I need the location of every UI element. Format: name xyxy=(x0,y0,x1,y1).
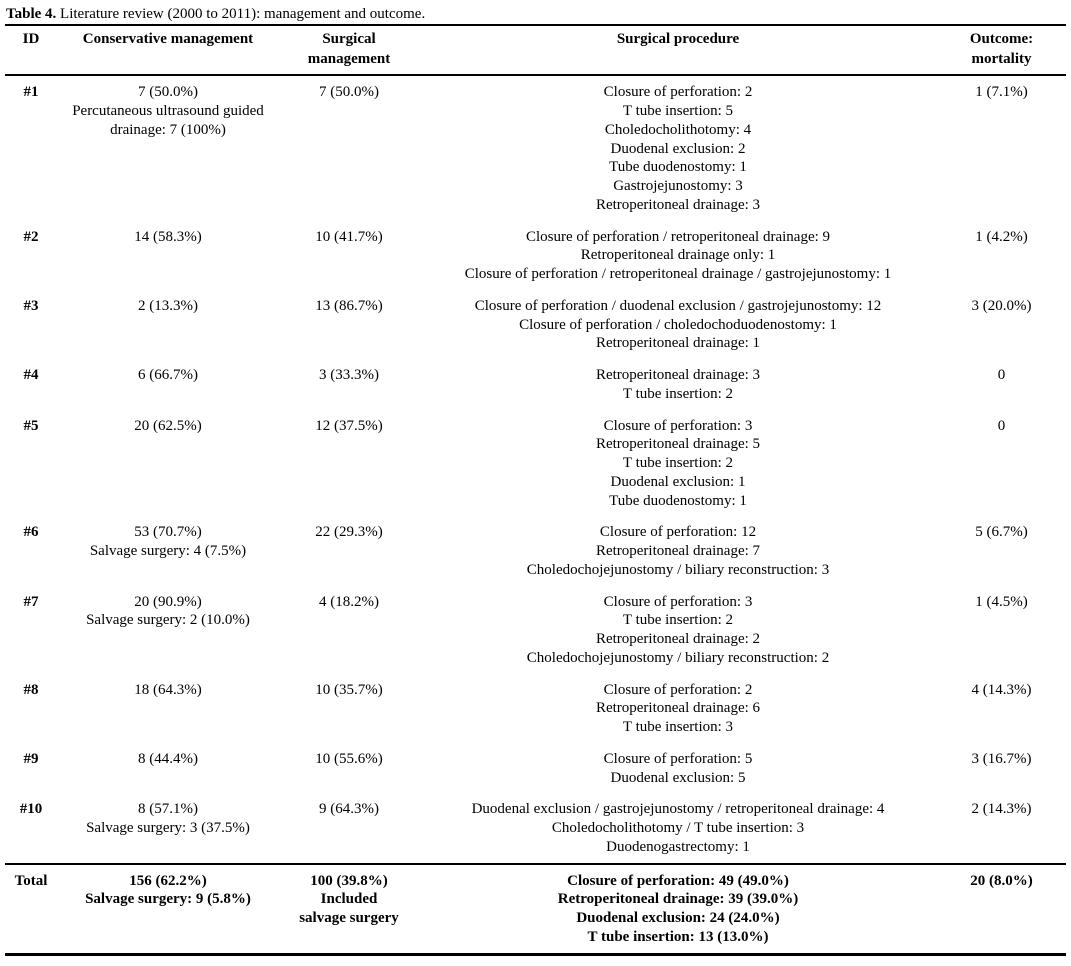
cell-line: Retroperitoneal drainage: 39 (39.0%) xyxy=(557,891,799,908)
cell-surgical-procedure xyxy=(419,290,937,359)
cell-line: Choledocholithotomy / T tube insertion: 3 xyxy=(551,820,805,836)
cell-line: Retroperitoneal drainage: 1 xyxy=(595,335,761,352)
cell-line: Closure of perforation: 2 xyxy=(603,681,753,698)
cell-surgical-procedure xyxy=(419,864,937,955)
cell-surgical-procedure xyxy=(419,516,937,585)
cell-line: Retroperitoneal drainage only: 1 xyxy=(580,247,776,264)
cell-line: Duodenal exclusion / gastrojejunostomy / retroperitoneal drainage: 4 xyxy=(471,801,885,818)
cell-line: 156 (62.2%) xyxy=(129,872,207,889)
table-header xyxy=(5,25,1066,75)
cell-outcome-mortality xyxy=(937,410,1066,517)
cell-surgical-procedure xyxy=(419,743,937,794)
cell-conservative-management xyxy=(57,75,279,220)
table-row-total xyxy=(5,864,1066,955)
cell-surgical-management xyxy=(279,516,419,585)
header-surgical-management: Surgical management xyxy=(279,25,419,75)
cell-line: 14 (58.3%) xyxy=(134,228,202,245)
cell-line: 13 (86.7%) xyxy=(315,297,383,314)
cell-surgical-procedure xyxy=(419,793,937,863)
cell-line: 3 (20.0%) xyxy=(971,297,1032,314)
cell-line: Retroperitoneal drainage: 6 xyxy=(595,700,761,717)
header-row xyxy=(5,25,1066,75)
cell-line: T tube insertion: 2 xyxy=(622,612,734,629)
cell-surgical-management xyxy=(279,221,419,290)
cell-line: 12 (37.5%) xyxy=(315,417,383,434)
cell-surgical-procedure xyxy=(419,410,937,517)
cell-line: T tube insertion: 3 xyxy=(622,719,734,735)
cell-line: 100 (39.8%) xyxy=(310,872,388,889)
cell-line: T tube insertion: 2 xyxy=(622,455,734,471)
cell-line: Retroperitoneal drainage: 3 xyxy=(595,367,761,383)
cell-line: 1 (4.2%) xyxy=(975,228,1028,245)
cell-surgical-procedure xyxy=(419,221,937,290)
table-row xyxy=(5,793,1066,863)
cell-line: Retroperitoneal drainage: 5 xyxy=(595,436,761,453)
cell-line: Closure of perforation: 5 xyxy=(603,750,753,767)
cell-conservative-management xyxy=(57,674,279,743)
cell-outcome-mortality xyxy=(937,674,1066,743)
cell-outcome-mortality xyxy=(937,864,1066,955)
cell-surgical-management xyxy=(279,793,419,863)
cell-line: Salvage surgery: 4 (7.5%) xyxy=(89,543,247,559)
cell-line: 3 (16.7%) xyxy=(971,750,1032,767)
cell-line: Salvage surgery: 9 (5.8%) xyxy=(85,891,251,908)
cell-line: Retroperitoneal drainage: 7 xyxy=(595,543,761,559)
cell-line: Duodenal exclusion: 24 (24.0%) xyxy=(576,910,780,926)
cell-line: 9 (64.3%) xyxy=(319,801,379,818)
table-row xyxy=(5,75,1066,220)
cell-line: 10 (55.6%) xyxy=(315,750,383,767)
cell-line: 7 (50.0%) xyxy=(138,84,198,101)
cell-line: T tube insertion: 13 (13.0%) xyxy=(587,928,769,945)
table-row xyxy=(5,743,1066,794)
header-conservative-management: Conservative management xyxy=(57,25,279,75)
cell-line: 2 (14.3%) xyxy=(971,801,1032,818)
cell-line: Salvage surgery: 2 (10.0%) xyxy=(86,612,250,629)
cell-line: Choledochojejunostomy / biliary reconstruction: 3 xyxy=(526,561,830,578)
cell-surgical-procedure xyxy=(419,75,937,220)
cell-line: Closure of perforation / choledochoduodenostomy: 1 xyxy=(519,316,837,333)
cell-surgical-management xyxy=(279,674,419,743)
cell-conservative-management xyxy=(57,290,279,359)
cell-line: 1 (7.1%) xyxy=(975,84,1028,101)
cell-id: #9 xyxy=(23,750,39,767)
cell-line: T tube insertion: 5 xyxy=(622,103,734,119)
cell-conservative-management xyxy=(57,221,279,290)
cell-line: 22 (29.3%) xyxy=(315,524,383,541)
cell-line: 4 (14.3%) xyxy=(971,681,1032,698)
cell-line: 1 (4.5%) xyxy=(975,593,1028,610)
cell-line: Duodenal exclusion: 1 xyxy=(610,473,746,490)
cell-line: 4 (18.2%) xyxy=(319,593,379,610)
table-row xyxy=(5,359,1066,410)
cell-line: Percutaneous ultrasound guided drainage: 7 (100%) xyxy=(72,103,264,138)
cell-line: Closure of perforation / retroperitoneal drainage / gastrojejunostomy: 1 xyxy=(464,266,892,282)
cell-surgical-management xyxy=(279,864,419,955)
cell-line: Closure of perforation: 2 xyxy=(603,84,753,101)
cell-id: #1 xyxy=(23,84,39,101)
cell-line: 20 (90.9%) xyxy=(134,593,202,610)
cell-line: 6 (66.7%) xyxy=(138,367,198,383)
cell-outcome-mortality xyxy=(937,743,1066,794)
cell-surgical-procedure xyxy=(419,674,937,743)
cell-line: Closure of perforation: 3 xyxy=(603,593,753,610)
cell-conservative-management xyxy=(57,793,279,863)
cell-line: Gastrojejunostomy: 3 xyxy=(613,178,743,194)
cell-line: Closure of perforation: 49 (49.0%) xyxy=(567,872,789,889)
cell-surgical-management xyxy=(279,410,419,517)
cell-conservative-management xyxy=(57,410,279,517)
header-id: ID xyxy=(5,25,57,75)
cell-surgical-management xyxy=(279,359,419,410)
cell-surgical-procedure xyxy=(419,359,937,410)
cell-line: Choledocholithotomy: 4 xyxy=(604,121,752,138)
cell-id: #2 xyxy=(23,228,39,245)
cell-outcome-mortality xyxy=(937,516,1066,585)
caption-label: Table 4. xyxy=(6,6,57,22)
table-body xyxy=(5,75,1066,954)
cell-line: Closure of perforation / retroperitoneal drainage: 9 xyxy=(525,228,831,245)
cell-line: 0 xyxy=(997,417,1006,434)
table-row xyxy=(5,516,1066,585)
caption-text: Literature review (2000 to 2011): management and outcome. xyxy=(56,6,426,22)
cell-conservative-management xyxy=(57,516,279,585)
cell-line: 5 (6.7%) xyxy=(975,524,1028,541)
cell-id: #3 xyxy=(23,297,39,314)
cell-surgical-management xyxy=(279,586,419,674)
cell-line: 53 (70.7%) xyxy=(134,524,202,541)
cell-id: #6 xyxy=(23,524,39,541)
cell-line: Closure of perforation: 3 xyxy=(603,417,753,434)
cell-line: Choledochojejunostomy / biliary reconstruction: 2 xyxy=(526,649,830,666)
cell-line: 20 (62.5%) xyxy=(134,417,202,434)
cell-id: #5 xyxy=(23,417,39,434)
cell-line: Duodenogastrectomy: 1 xyxy=(606,838,750,855)
cell-line: 18 (64.3%) xyxy=(134,681,202,698)
cell-line: Tube duodenostomy: 1 xyxy=(609,492,747,509)
cell-conservative-management xyxy=(57,743,279,794)
cell-line: Duodenal exclusion: 5 xyxy=(610,769,746,786)
table-row xyxy=(5,290,1066,359)
cell-id: #10 xyxy=(19,801,43,818)
table-row xyxy=(5,586,1066,674)
cell-conservative-management xyxy=(57,864,279,955)
header-surgical-procedure: Surgical procedure xyxy=(419,25,937,75)
cell-surgical-procedure xyxy=(419,586,937,674)
cell-line: 2 (13.3%) xyxy=(138,297,198,314)
cell-line: 8 (44.4%) xyxy=(138,750,198,767)
table-row xyxy=(5,674,1066,743)
cell-conservative-management xyxy=(57,359,279,410)
table-caption xyxy=(6,6,1066,23)
cell-line: 0 xyxy=(997,367,1006,383)
cell-line: Tube duodenostomy: 1 xyxy=(609,159,747,176)
cell-line: Retroperitoneal drainage: 2 xyxy=(595,631,761,647)
cell-outcome-mortality xyxy=(937,359,1066,410)
cell-outcome-mortality xyxy=(937,793,1066,863)
cell-line: Closure of perforation: 12 xyxy=(599,524,757,541)
cell-outcome-mortality xyxy=(937,586,1066,674)
cell-line: 10 (41.7%) xyxy=(315,228,383,245)
cell-line: Retroperitoneal drainage: 3 xyxy=(595,196,761,213)
table-row xyxy=(5,410,1066,517)
cell-line: salvage surgery xyxy=(299,910,399,926)
cell-line: T tube insertion: 2 xyxy=(622,385,734,402)
cell-outcome-mortality xyxy=(937,221,1066,290)
cell-line: Salvage surgery: 3 (37.5%) xyxy=(86,820,250,836)
cell-outcome-mortality xyxy=(937,290,1066,359)
cell-line: 7 (50.0%) xyxy=(319,84,379,101)
cell-line: Included xyxy=(320,891,378,908)
literature-review-table xyxy=(5,24,1066,955)
cell-id: #7 xyxy=(23,593,39,610)
cell-line: Closure of perforation / duodenal exclusion / gastrojejunostomy: 12 xyxy=(474,297,882,314)
cell-line: Duodenal exclusion: 2 xyxy=(610,140,746,157)
cell-line: 8 (57.1%) xyxy=(138,801,198,818)
cell-line: 3 (33.3%) xyxy=(319,367,379,383)
cell-line: 10 (35.7%) xyxy=(315,681,383,698)
cell-surgical-management xyxy=(279,75,419,220)
header-outcome-mortality: Outcome: mortality xyxy=(937,25,1066,75)
cell-id: #4 xyxy=(23,367,39,383)
cell-surgical-management xyxy=(279,743,419,794)
cell-id: #8 xyxy=(23,681,39,698)
cell-conservative-management xyxy=(57,586,279,674)
cell-surgical-management xyxy=(279,290,419,359)
cell-outcome-mortality xyxy=(937,75,1066,220)
cell-id: Total xyxy=(5,864,57,955)
table-row xyxy=(5,221,1066,290)
cell-line: 20 (8.0%) xyxy=(970,872,1033,889)
